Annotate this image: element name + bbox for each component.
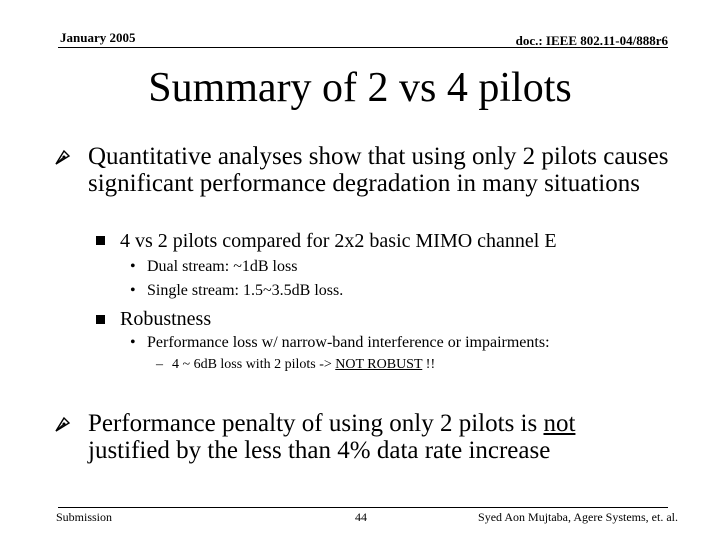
footer-authors: Syed Aon Mujtaba, Agere Systems, et. al. [478,510,678,524]
bullet-channel-e: 4 vs 2 pilots compared for 2x2 basic MIMO channel E [120,230,557,252]
not-robust-pre: 4 ~ 6dB loss with 2 pilots -> [172,357,336,372]
bullet-performance-penalty [88,410,648,464]
footer-page-number: 44 [355,510,367,524]
pen-nib-icon [52,413,74,435]
header-divider [58,47,668,48]
penalty-post: justified by the less than 4% data rate increase [88,437,551,464]
header-date: January 2005 [60,30,136,45]
footer-divider [58,507,668,508]
dot-bullet-icon: • [130,282,136,299]
bullet-performance-loss: Performance loss w/ narrow-band interference or impairments: [147,334,550,351]
penalty-pre: Performance penalty of using only 2 pilots is [88,410,544,437]
dash-bullet-icon: – [156,357,163,372]
dot-bullet-icon: • [130,334,136,351]
bullet-quantitative-analyses: Quantitative analyses show that using only 2 pilots causes significant performance degradation in many situations [88,143,669,197]
dot-bullet-icon: • [130,258,136,275]
header-doc-id: doc.: IEEE 802.11-04/888r6 [515,33,668,48]
bullet-single-stream: Single stream: 1.5~3.5dB loss. [147,282,344,299]
bullet-dual-stream: Dual stream: ~1dB loss [147,258,298,275]
not-robust-post: !! [422,357,436,372]
slide-title: Summary of 2 vs 4 pilots [148,65,572,111]
footer-submission: Submission [56,510,113,524]
square-bullet-icon [96,236,105,245]
bullet-robustness: Robustness [120,308,212,330]
square-bullet-icon [96,315,105,324]
penalty-emphasis: not [543,410,576,437]
pen-nib-icon [52,146,74,168]
bullet-not-robust [172,356,435,374]
not-robust-emphasis: NOT ROBUST [335,357,423,372]
